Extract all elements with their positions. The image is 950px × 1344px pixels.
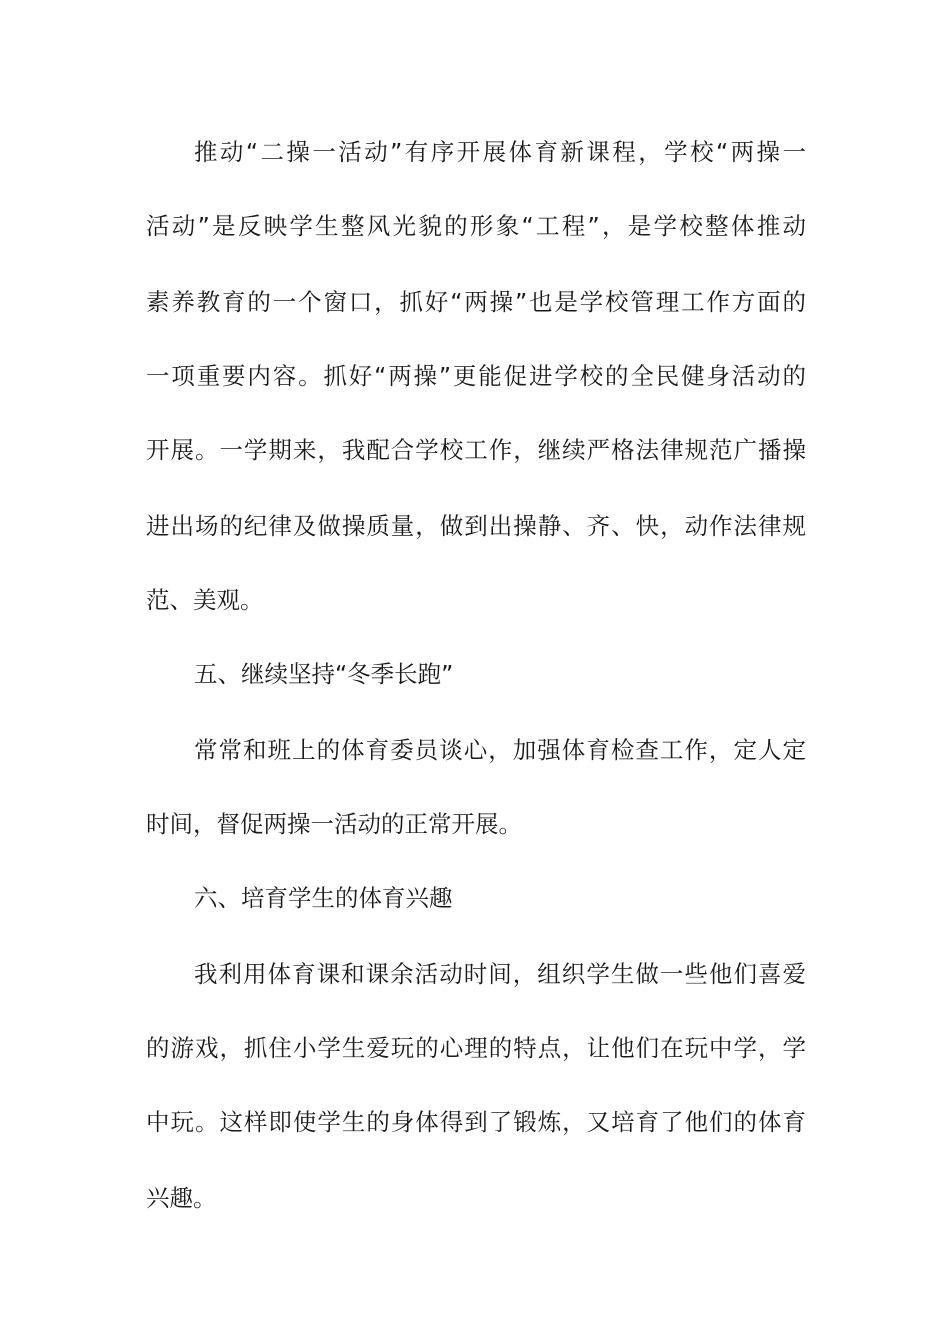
section-heading: 六、培育学生的体育兴趣 bbox=[194, 884, 453, 912]
paragraph-line: 开展。一学期来，我配合学校工作，继续严格法律规范广播操 bbox=[146, 436, 806, 464]
paragraph-line: 兴趣。 bbox=[146, 1184, 217, 1212]
paragraph-line: 时间，督促两操一活动的正常开展。 bbox=[146, 810, 522, 838]
paragraph-line: 范、美观。 bbox=[146, 586, 264, 614]
paragraph-line: 素养教育的一个窗口，抓好“两操”也是学校管理工作方面的 bbox=[146, 288, 806, 316]
paragraph-line: 常常和班上的体育委员谈心，加强体育检查工作，定人定 bbox=[194, 736, 806, 764]
paragraph-line: 的游戏，抓住小学生爱玩的心理的特点，让他们在玩中学，学 bbox=[146, 1034, 806, 1062]
paragraph-line: 推动“二操一活动”有序开展体育新课程，学校“两操一 bbox=[194, 138, 806, 166]
paragraph-line: 活动”是反映学生整风光貌的形象“工程”，是学校整体推动 bbox=[146, 212, 806, 240]
paragraph-line: 进出场的纪律及做操质量，做到出操静、齐、快，动作法律规 bbox=[146, 512, 806, 540]
paragraph-line: 一项重要内容。抓好“两操”更能促进学校的全民健身活动的 bbox=[146, 362, 806, 390]
section-heading: 五、继续坚持“冬季长跑” bbox=[194, 660, 454, 688]
paragraph-line: 我利用体育课和课余活动时间，组织学生做一些他们喜爱 bbox=[194, 960, 806, 988]
paragraph-line: 中玩。这样即使学生的身体得到了锻炼，又培育了他们的体育 bbox=[146, 1108, 806, 1136]
